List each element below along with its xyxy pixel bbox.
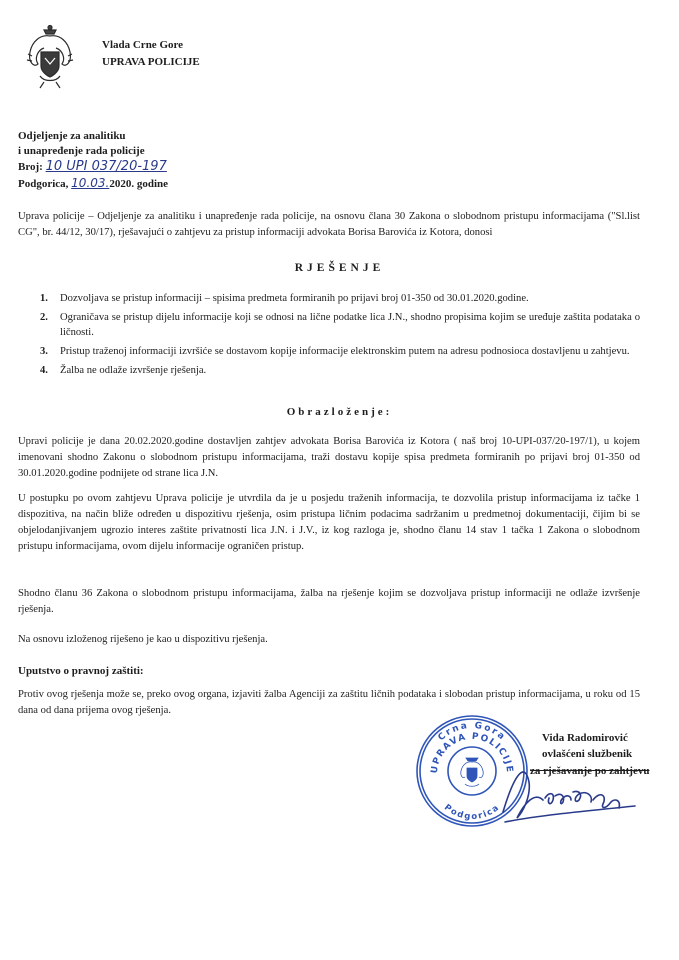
- signature-icon: [495, 752, 655, 832]
- list-item: 4. Žalba ne odlaže izvršenje rješenja.: [40, 365, 207, 376]
- date-handwritten: 10.03.: [71, 176, 110, 190]
- date-prefix: Podgorica,: [18, 178, 69, 190]
- reasoning-paragraph-1: Upravi policije je dana 20.02.2020.godine dostavljen zahtjev advokata Borisa Barovića iz Kotora ( naš broj 10-UPI-037/20-197/1), u kojem imenovani shodno Zakonu o slobodnom pristupu informacijama, traži dostavu kopije spisa predmeta formiranih po prijavi broj 01-350 od 30.01.2020.godine podnijete od strane lica J.N.: [18, 436, 640, 479]
- decision-items: [40, 291, 640, 378]
- legal-title: Uputstvo o pravnoj zaštiti:: [18, 665, 144, 677]
- date-line: [18, 176, 168, 192]
- org-name: Vlada Crne Gore: [102, 39, 184, 51]
- list-item: 1. Dozvoljava se pristup informaciji – spisima predmeta formiranih po prijavi broj 01-350 od 30.01.2020.godine.: [40, 293, 529, 304]
- legal-text: Protiv ovog rješenja može se, preko ovog organa, izjaviti žalba Agenciji za zaštitu ličnih podataka i slobodan pristup informacijama, u roku od 15 dana od dana prijema ovog rješenja.: [18, 689, 640, 716]
- stamp-bottom-text: Podgorica: [442, 802, 502, 823]
- signatory-name: Vida Radomirović: [542, 732, 628, 744]
- reasoning-paragraph-2: U postupku po ovom zahtjevu Uprava policije je utvrdila da je u posjedu traženih informacija, te dozvolila pristup informacijama iz tačke 1 dispozitiva, na način bliže određen u dispozitivu rješenja, osim pristupa ličnim podacima sadržanim u predmetnoj dokumentaciji, čijim bi se objelodanjivanjem ugrozio interes zaštite privatnosti lica J.N. i J.V., iz kog razloga je, shodno članu 14 stav 1 tačka 1 Zakona o slobodnom pristupu informacijama, ovom dijelu informacije ograničen pristup.: [18, 493, 640, 552]
- broj-value: 10 UPI 037/20-197: [45, 159, 167, 174]
- stamp-ring-text: UPRAVA POLICIJE: [429, 731, 515, 775]
- dept-line-1: Odjeljenje za analitiku: [18, 130, 126, 142]
- stamp-top-text: Crna Gora: [436, 720, 508, 744]
- list-item: 2. Ograničava se pristup dijelu informacije koji se odnosi na lične podatke lica J.N., shodno propisima kojim se uređuje zaštita podataka o ličnosti.: [40, 312, 640, 338]
- broj-line: [18, 159, 167, 175]
- date-suffix: 2020. godine: [109, 178, 169, 190]
- org-department: UPRAVA POLICIJE: [102, 56, 200, 68]
- list-item: 3. Pristup traženoj informaciji izvršiće se dostavom kopije informacije elektronskim putem na adresu podnosioca dostavljenu u zahtjevu.: [40, 346, 630, 357]
- reasoning-paragraph-3: Shodno članu 36 Zakona o slobodnom pristupu informacijama, žalba na rješenje kojim se dozvoljava pristup informaciji ne odlaže izvršenje rješenja.: [18, 588, 640, 615]
- decision-title: RJEŠENJE: [294, 262, 385, 274]
- signatory-role-2: za rješavanje po zahtjevu: [530, 765, 650, 777]
- dept-line-2: i unapređenje rada policije: [18, 145, 145, 157]
- coat-of-arms-icon: [24, 24, 76, 90]
- signatory-role-1: ovlašćeni službenik: [542, 748, 633, 760]
- broj-label: Broj:: [18, 161, 43, 173]
- reasoning-paragraph-4: Na osnovu izloženog riješeno je kao u dispozitivu rješenja.: [18, 634, 268, 645]
- intro-paragraph: Uprava policije – Odjeljenje za analitiku i unapređenje rada policije, na osnovu člana 30 Zakona o slobodnom pristupu informacijama ("Sl.list CG", br. 44/12, 30/17), rješavajući o zahtjevu za pristup informaciji advokata Borisa Barovića iz Kotora, donosi: [18, 211, 640, 238]
- reasoning-title: Obrazloženje:: [286, 406, 393, 418]
